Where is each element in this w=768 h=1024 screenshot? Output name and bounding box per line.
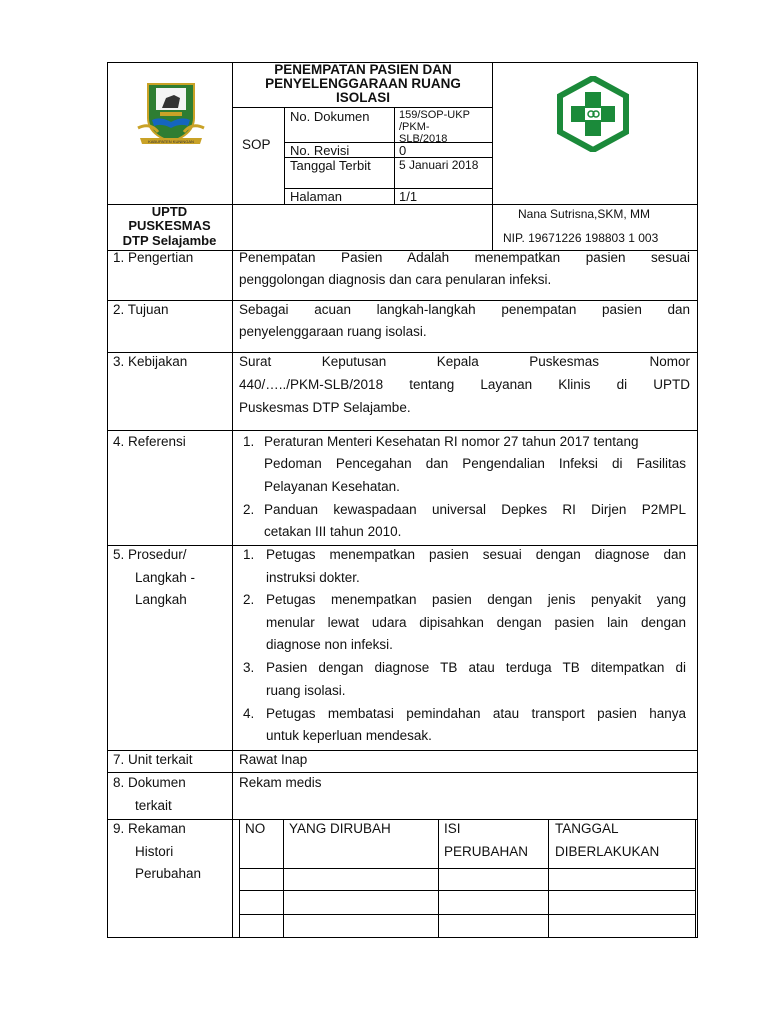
- history-header-tanggal: TANGGAL: [555, 821, 619, 836]
- history-header-isi: ISI: [444, 821, 461, 836]
- prosedur-item-4-number: 4.: [243, 706, 255, 721]
- label-rekaman-line-3: Perubahan: [135, 866, 202, 881]
- prosedur-item-4-line-1: Petugas membatasi pemindahan atau transport pasien hanya: [266, 706, 686, 721]
- history-header-no: NO: [245, 821, 266, 836]
- prosedur-item-3-line-1: Pasien dengan diagnose TB atau terduga TB ditempatkan di: [266, 660, 686, 675]
- label-rekaman-line-2: Histori: [135, 844, 174, 859]
- label-referensi: 4. Referensi: [113, 434, 186, 449]
- svg-text:KABUPATEN KUNINGAN: KABUPATEN KUNINGAN: [148, 139, 194, 144]
- field-label-no-dokumen: No. Dokumen: [290, 109, 370, 124]
- label-prosedur-line-1: 5. Prosedur/: [113, 547, 187, 562]
- unit-terkait-value: Rawat Inap: [239, 752, 308, 767]
- referensi-item-1-line-2: Pedoman Pencegahan dan Pengendalian Infeksi di Fasilitas: [264, 456, 686, 471]
- pengertian-line-2: penggolongan diagnosis dan cara penularan infeksi.: [239, 272, 552, 287]
- prosedur-item-1-number: 1.: [243, 547, 255, 562]
- label-prosedur-line-2: Langkah -: [135, 570, 196, 585]
- prosedur-item-2-line-1: Petugas menempatkan pasien dengan jenis penyakit yang: [266, 592, 686, 607]
- dokumen-terkait-value: Rekam medis: [239, 775, 322, 790]
- history-col-1: [283, 819, 284, 938]
- sop-label: SOP: [242, 137, 271, 152]
- regency-crest-icon: [130, 78, 212, 150]
- history-header-yang-dirubah: YANG DIRUBAH: [289, 821, 391, 836]
- history-header-perubahan: PERUBAHAN: [444, 844, 529, 859]
- label-prosedur-line-3: Langkah: [135, 592, 187, 607]
- label-dokumen-terkait-line-1: 8. Dokumen: [113, 775, 186, 790]
- header-divider-right: [492, 62, 493, 250]
- label-dokumen-terkait-line-2: terkait: [135, 798, 172, 813]
- signer-nip: NIP. 19671226 198803 1 003: [503, 231, 659, 245]
- referensi-item-1-line-3: Pelayanan Kesehatan.: [264, 479, 400, 494]
- history-col-3: [548, 819, 549, 938]
- puskesmas-cross-icon: [555, 76, 631, 152]
- field-value-halaman: 1/1: [399, 189, 418, 204]
- history-row-3: [239, 914, 696, 915]
- history-row-1: [239, 868, 696, 869]
- field-value-divider: [394, 107, 395, 204]
- referensi-item-2-number: 2.: [243, 502, 255, 517]
- signer-name: Nana Sutrisna,SKM, MM: [518, 207, 651, 221]
- org-line-3: DTP Selajambe: [122, 233, 217, 248]
- prosedur-item-3-number: 3.: [243, 660, 255, 675]
- referensi-item-1-line-1: Peraturan Menteri Kesehatan RI nomor 27 tahun 2017 tentang: [264, 434, 639, 449]
- field-label-tanggal-terbit: Tanggal Terbit: [290, 158, 371, 173]
- referensi-item-1-number: 1.: [243, 434, 255, 449]
- referensi-item-2-line-2: cetakan III tahun 2010.: [264, 524, 402, 539]
- row-line-5: [107, 750, 698, 751]
- tujuan-line-1: Sebagai acuan langkah-langkah penempatan pasien dan: [239, 302, 690, 317]
- field-value-no-dokumen: 159/SOP-UKP /PKM-SLB/2018: [399, 109, 470, 145]
- prosedur-item-4-line-2: untuk keperluan mendesak.: [266, 728, 432, 743]
- label-unit-terkait: 7. Unit terkait: [113, 752, 193, 767]
- label-tujuan: 2. Tujuan: [113, 302, 169, 317]
- history-header-diberlakukan: DIBERLAKUKAN: [555, 844, 660, 859]
- row-line-6: [107, 772, 698, 773]
- body-label-divider: [232, 250, 233, 938]
- header-title-bottom: [232, 107, 492, 108]
- pengertian-line-1: Penempatan Pasien Adalah menempatkan pasien sesuai: [239, 250, 690, 265]
- header-divider-left: [232, 62, 233, 250]
- field-label-halaman: Halaman: [290, 189, 343, 204]
- prosedur-item-2-line-3: diagnose non infeksi.: [266, 637, 393, 652]
- referensi-item-2-line-1: Panduan kewaspadaan universal Depkes RI Dirjen P2MPL: [264, 502, 686, 517]
- label-rekaman-line-1: 9. Rekaman: [113, 821, 186, 836]
- prosedur-item-1-line-2: instruksi dokter.: [266, 570, 360, 585]
- label-pengertian: 1. Pengertian: [113, 250, 194, 265]
- prosedur-item-2-line-2: menular lewat udara dipisahkan dengan pasien lain dengan: [266, 615, 686, 630]
- kebijakan-line-1: Surat Keputusan Kepala Puskesmas Nomor: [239, 354, 690, 369]
- prosedur-item-3-line-2: ruang isolasi.: [266, 683, 346, 698]
- field-value-tanggal-terbit: 5 Januari 2018: [399, 158, 479, 172]
- label-kebijakan: 3. Kebijakan: [113, 354, 188, 369]
- field-label-no-revisi: No. Revisi: [290, 143, 350, 158]
- field-value-no-revisi: 0: [399, 143, 407, 158]
- sop-col-divider: [284, 107, 285, 204]
- history-row-2: [239, 890, 696, 891]
- prosedur-item-1-line-1: Petugas menempatkan pasien sesuai dengan diagnose dan: [266, 547, 686, 562]
- org-line-1: UPTD: [151, 204, 188, 219]
- history-col-2: [438, 819, 439, 938]
- document-title: PENEMPATAN PASIEN DAN PENYELENGGARAAN RUANG ISOLASI: [265, 62, 461, 105]
- prosedur-item-2-number: 2.: [243, 592, 255, 607]
- org-line-2: PUSKESMAS: [128, 218, 211, 233]
- kebijakan-line-2: 440/…../PKM-SLB/2018 tentang Layanan Klinis di UPTD: [239, 377, 690, 392]
- kebijakan-line-3: Puskesmas DTP Selajambe.: [239, 400, 411, 415]
- tujuan-line-2: penyelenggaraan ruang isolasi.: [239, 324, 427, 339]
